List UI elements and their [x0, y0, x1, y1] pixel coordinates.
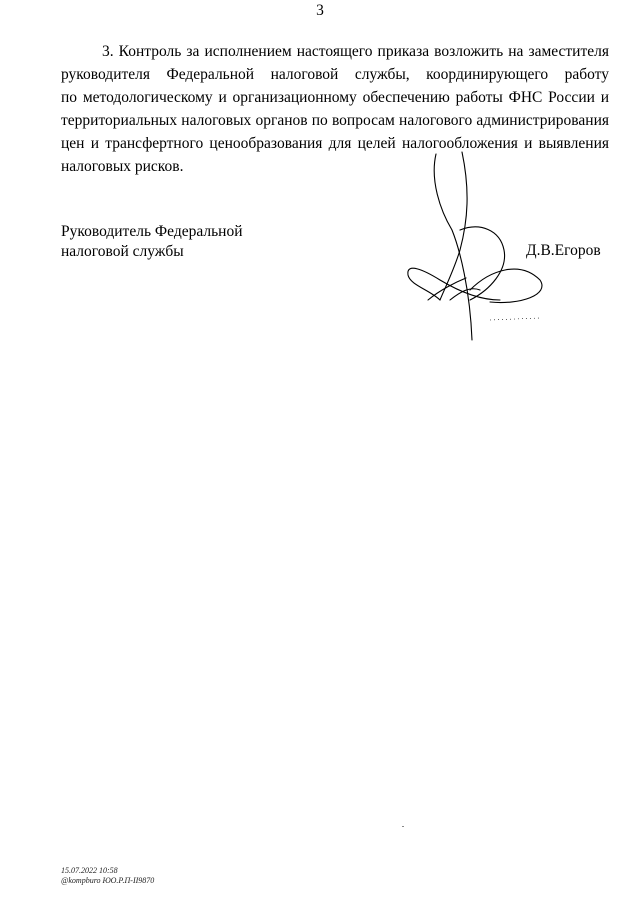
footer-doc-id: @kompburo ЮО.Р.П-II9870 [61, 876, 155, 885]
scan-speck [402, 826, 404, 827]
paragraph-line: руководителя Федеральной налоговой службы, координирующего работу [61, 66, 609, 83]
signer-title-line: Руководитель Федеральной [61, 223, 243, 240]
footer-stamp [61, 866, 154, 886]
signer-title [61, 222, 243, 262]
paragraph-line: территориальных налоговых органов по вопросам налогового администрирования [61, 112, 609, 129]
footer-timestamp: 15.07.2022 10:58 [61, 866, 118, 875]
signer-name: Д.В.Егоров [526, 242, 601, 259]
paragraph-line: налоговых рисков. [61, 158, 184, 175]
paragraph-line: по методологическому и организационному обеспечению работы ФНС России и [61, 89, 609, 106]
paragraph-line: цен и трансфертного ценообразования для целей налогообложения и выявления [61, 135, 609, 152]
signer-title-line: налоговой службы [61, 243, 184, 260]
paragraph-line: 3. Контроль за исполнением настоящего приказа возложить на заместителя [102, 43, 609, 60]
page-number: 3 [316, 2, 324, 19]
